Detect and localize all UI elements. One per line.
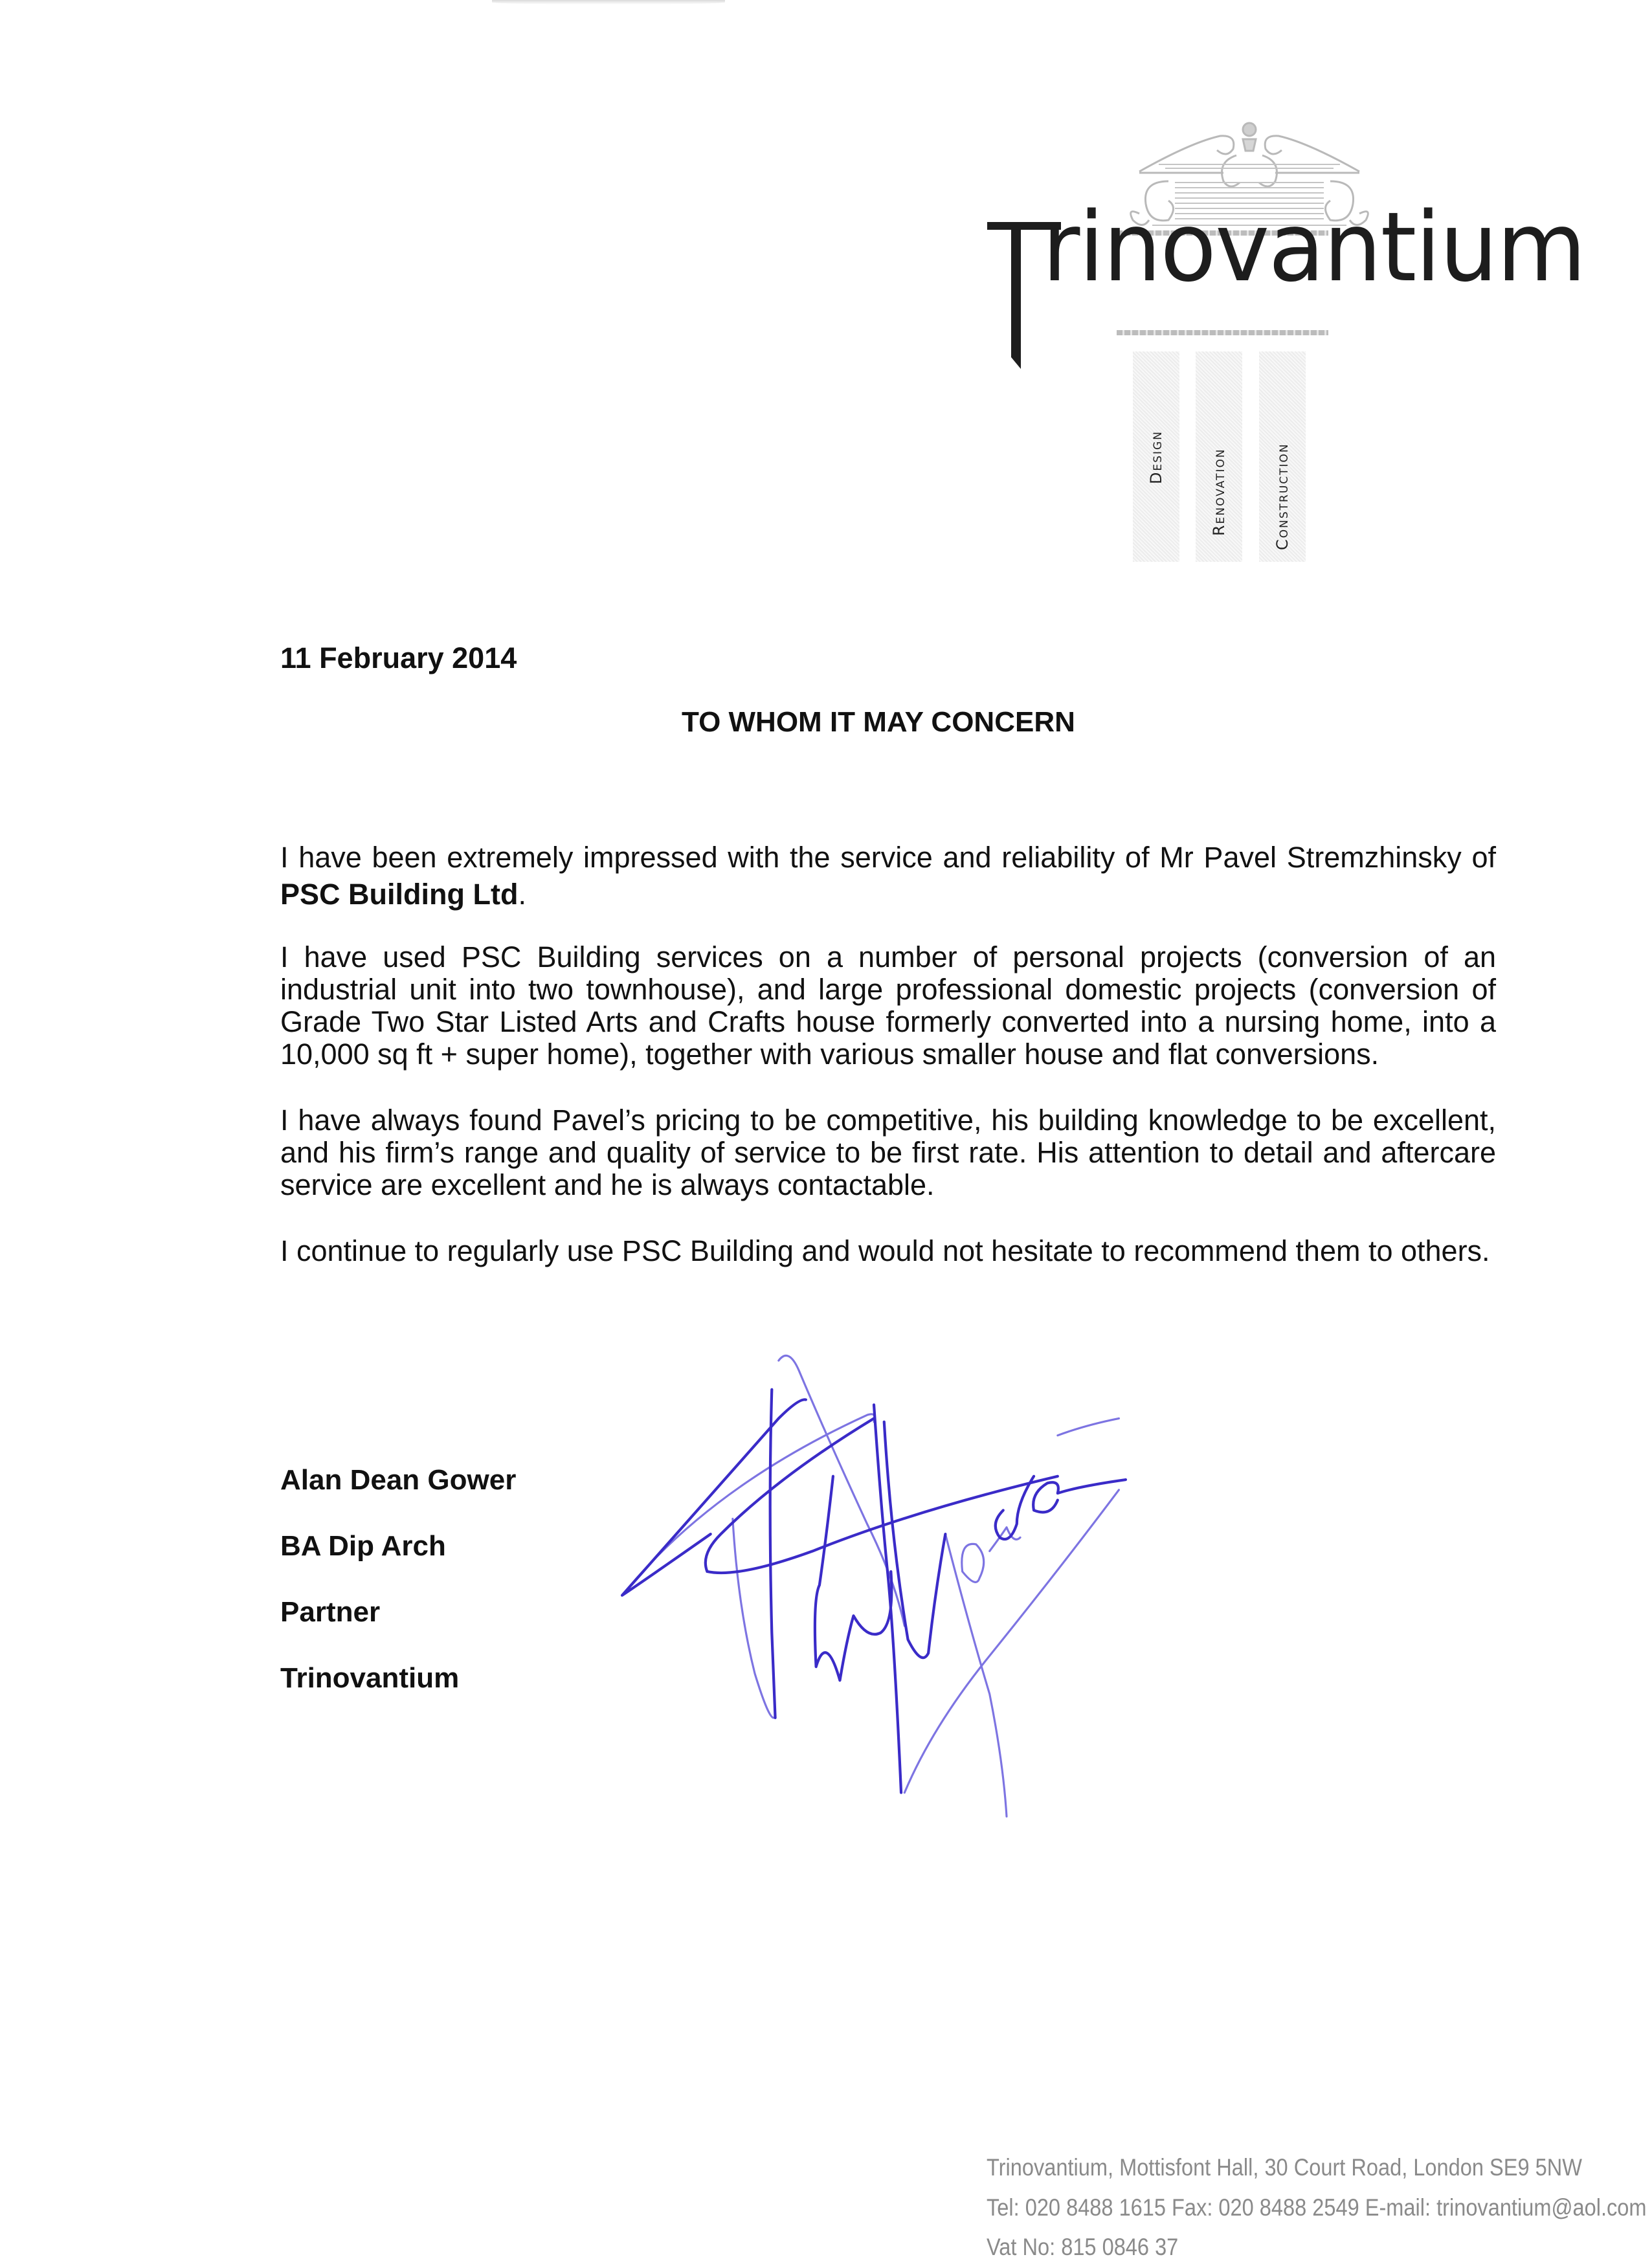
paragraph-3: I have always found Pavel’s pricing to be competitive, his building knowledge to be excellent, and his firm’s range and quality of service to be first rate. His attention to detail and aftercare service are excellent and he is always contactable. [280, 1104, 1496, 1201]
footer-contact: Tel: 020 8488 1615 Fax: 020 8488 2549 E-mail: trinovantium@aol.com [987, 2194, 1647, 2221]
handwritten-signature [608, 1333, 1139, 1864]
signatory-name: Alan Dean Gower [280, 1464, 517, 1496]
logo-wordmark: rinovantium [1042, 192, 1585, 303]
signatory-qualification: BA Dip Arch [280, 1530, 446, 1562]
letter-body [280, 839, 1496, 1301]
signatory-company: Trinovantium [280, 1662, 460, 1694]
letterhead-footer [987, 2148, 1647, 2267]
letter-heading: TO WHOM IT MAY CONCERN [682, 706, 1075, 738]
signoff-block [280, 1447, 516, 1711]
paragraph-1-text: I have been extremely impressed with the service and reliability of Mr Pavel Stremzhinsky of [280, 841, 1496, 874]
pillar-label-design: Design [1147, 430, 1165, 484]
company-name-psc: PSC Building Ltd [280, 878, 519, 911]
paragraph-1 [280, 839, 1496, 913]
paragraph-1-end: . [518, 878, 526, 911]
pillar-design [1133, 351, 1179, 562]
footer-vat: Vat No: 815 0846 37 [987, 2234, 1179, 2260]
footer-address: Trinovantium, Mottisfont Hall, 30 Court Road, London SE9 5NW [987, 2154, 1582, 2181]
letterhead-logo [971, 110, 1618, 576]
pillar-renovation [1196, 351, 1242, 562]
paragraph-2: I have used PSC Building services on a number of personal projects (conversion of an industrial unit into two townhouse), and large professional domestic projects (conversion of Grade Two Star Listed Arts and Crafts house formerly converted into a nursing home, into a 10,000 sq ft + super home), together with various smaller house and flat conversions. [280, 940, 1496, 1071]
letter-date: 11 February 2014 [280, 641, 517, 674]
scan-shadow [492, 0, 725, 5]
paragraph-4: I continue to regularly use PSC Building and would not hesitate to recommend them to others. [280, 1234, 1490, 1267]
ornament-band-bottom [1117, 330, 1328, 335]
pillar-label-renovation: Renovation [1210, 448, 1228, 536]
signatory-role: Partner [280, 1596, 381, 1628]
pillar-label-construction: Construction [1273, 443, 1291, 550]
logo-letter-t-stem [1011, 222, 1021, 369]
pillar-construction [1259, 351, 1306, 562]
